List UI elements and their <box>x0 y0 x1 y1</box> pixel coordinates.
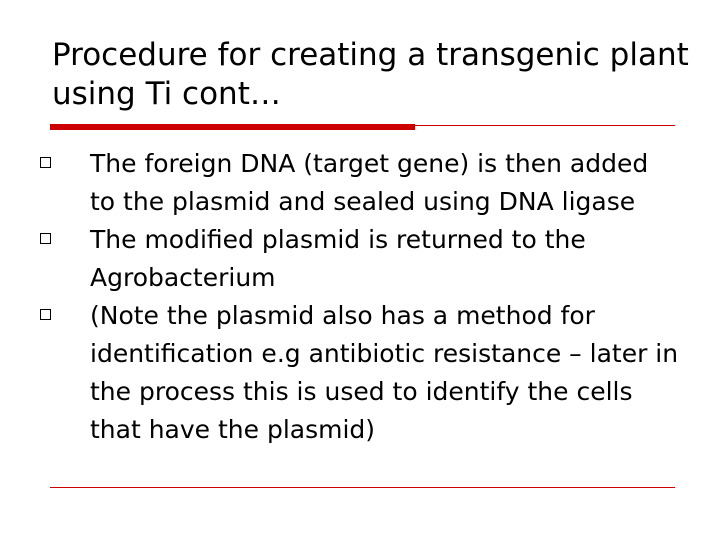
bullet-text: The foreign DNA (target gene) is then added to the plasmid and sealed using DNA ligase <box>90 149 649 216</box>
slide-title: Procedure for creating a transgenic plant using Ti cont… <box>52 37 689 112</box>
bullet-text: (Note the plasmid also has a method for identification e.g antibiotic resistance – later in the process this is used to identify the cells that have the plasmid) <box>90 301 679 444</box>
bullet-item <box>40 221 680 297</box>
footer-divider <box>50 487 675 488</box>
hollow-square-bullet-icon <box>40 233 51 244</box>
bullet-item <box>40 145 680 221</box>
title-divider-thick <box>50 124 415 130</box>
bullet-list <box>40 145 680 449</box>
bullet-item <box>40 297 680 449</box>
hollow-square-bullet-icon <box>40 157 51 168</box>
bullet-text: The modified plasmid is returned to the Agrobacterium <box>90 225 586 292</box>
hollow-square-bullet-icon <box>40 309 51 320</box>
